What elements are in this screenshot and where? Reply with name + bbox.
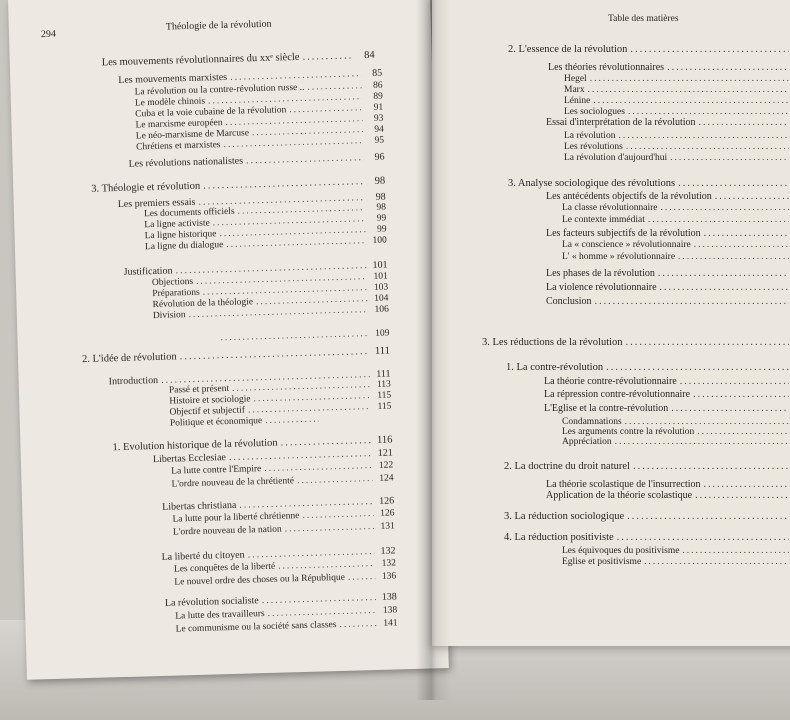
toc-entry-label: L'Eglise et la contre-révolution [544,403,669,414]
toc-entry-label: Les mouvements révolutionnaires du xxᵉ siècle [101,51,300,69]
toc-entry-label: Les équivoques du positivisme [562,546,680,556]
toc-entry [562,558,790,568]
toc-entry-page: 124 [379,473,394,484]
toc-entry-label: L' « homme » révolutionnaire [562,252,676,262]
toc-entry-label: 3. La réduction sociologique [504,511,625,522]
toc-entry-label: Politique et économique [169,416,263,429]
toc-entry-label: Chrétiens et marxistes [136,140,221,153]
toc-entry-label: La violence révolutionnaire [546,282,657,293]
toc-entry-page: 115 [377,401,392,412]
toc-entry-label: Les révolutions nationalistes [128,155,244,170]
dot-leader [633,462,789,473]
dot-leader [268,607,377,620]
toc-entry-label: Les conquêtes de la liberté [173,561,276,575]
toc-entry-page: 122 [378,460,394,471]
toc-entry [562,547,790,557]
toc-entry [129,153,385,170]
toc-entry-page: 121 [377,447,393,459]
toc-entry [171,474,393,490]
toc-entry-page: 96 [374,151,385,163]
toc-entry-label: Hegel [564,74,587,84]
toc-entry [546,269,790,279]
toc-entry-label: Libertas Ecclesiae [152,452,227,466]
left-page [8,0,449,680]
toc-entry [102,51,375,69]
toc-entry [504,462,790,473]
toc-entry [564,143,790,153]
toc-entry-label: 1. Evolution historique de la révolution [112,437,278,454]
toc-entry [546,192,790,202]
dot-leader [239,497,373,511]
dot-leader [180,347,370,363]
dot-leader [203,177,364,192]
toc-entry-label: L'ordre nouveau de la chrétienté [171,476,295,490]
dot-leader [615,438,789,448]
toc-entry [176,619,398,635]
dot-leader [678,253,789,263]
toc-entry-page: 106 [374,304,389,315]
toc-entry-label: Les révolutions [564,142,623,152]
toc-entry-page: 138 [381,591,397,603]
toc-entry-label: La « conscience » révolutionnaire [562,240,691,250]
dot-leader [671,404,789,414]
toc-entry-label: La ligne du dialogue [144,240,224,253]
dot-leader [682,547,789,557]
toc-entry-page: 132 [381,558,397,569]
toc-entry-label: Les sociologues [564,107,625,117]
toc-entry-label: Introduction [108,374,159,388]
toc-entry-label: Révolution de la théologie [152,297,254,311]
toc-entry-label: Les antécédents objectifs de la révolution [546,191,712,202]
toc-entry-label: La lutte des travailleurs [175,609,265,622]
toc-entry-page: 95 [374,135,385,146]
toc-entry-label: Libertas christiana [162,499,237,513]
dot-leader [699,118,789,128]
toc-entry [482,338,790,349]
toc-entry-label: Les mouvements marxistes [118,71,228,86]
dot-leader [247,547,374,561]
toc-entry [564,75,790,85]
toc-entry [546,229,790,239]
toc-entry-page: 98 [374,175,386,187]
toc-entry [546,480,790,490]
dot-leader [220,330,368,344]
toc-entry-page: 115 [377,390,392,401]
toc-entry-label: Les phases de la révolution [546,268,655,279]
dot-leader [694,241,789,251]
toc-entry [544,390,790,400]
toc-entry-label: La lutte pour la liberté chrétienne [172,511,300,525]
dot-leader [670,154,789,164]
toc-entry-page: 126 [378,495,395,507]
toc-entry-label: La liberté du citoyen [161,549,245,563]
toc-entry [562,241,790,251]
toc-entry-label: Les premiers essais [117,196,196,211]
toc-entry [546,491,790,501]
toc-entry-label: Passé et présent [168,383,230,396]
toc-entry-label: Condamnations [562,417,622,427]
page-number: 294 [40,28,57,41]
toc-entry [504,533,790,544]
toc-entry-label: Histoire et sociologie [169,394,251,407]
dot-leader [630,45,789,56]
toc-entry-label: Lénine [564,96,591,106]
dot-leader [661,204,790,214]
toc-entry-label: 1. La contre-révolution [506,362,604,373]
toc-entry-page: 141 [383,618,398,629]
toc-entry-page: 111 [374,345,391,357]
dot-leader [680,377,789,387]
toc-entry-label: 2. L'essence de la révolution [508,44,628,55]
dot-leader [697,428,789,438]
toc-entry-label: Préparations [152,287,200,300]
toc-entry [564,154,790,164]
dot-leader [618,132,789,142]
toc-entry-page: 131 [380,521,395,532]
toc-entry-page: 116 [376,434,393,446]
dot-leader [348,573,376,583]
dot-leader [264,462,372,475]
toc-entry-page: 126 [380,508,395,519]
dot-leader [704,229,789,239]
toc-entry [217,329,389,343]
toc-entry-label: Les arguments contre la révolution [562,427,695,437]
toc-entry-page: 101 [373,271,389,282]
toc-entry-label: Essai d'interprétation de la révolution [546,117,696,128]
running-title-right: Table des matières [608,14,679,24]
dot-leader [302,510,373,521]
toc-entry-label: Eglise et positivisme [562,557,642,567]
dot-leader [339,620,376,631]
dot-leader [278,560,375,572]
toc-entry-label: Marx [564,85,585,95]
toc-entry [548,63,790,73]
dot-leader [226,237,366,250]
running-title: Théologie de la révolution [165,18,272,33]
toc-entry [546,297,790,307]
dot-leader [648,216,789,226]
dot-leader [265,415,319,426]
toc-entry-label: Le communisme ou la société sans classes [175,620,337,635]
toc-entry-page: 138 [382,605,398,616]
toc-entry-label: La révolution ou la contre-révolution russe .. [134,82,305,98]
toc-entry [544,404,790,414]
dot-leader [289,104,362,116]
dot-leader [280,436,371,449]
toc-entry [564,132,790,142]
toc-entry-page: 103 [373,282,389,293]
toc-entry-page: 86 [372,80,383,91]
toc-entry-label: Les facteurs subjectifs de la révolution [546,228,701,239]
toc-entry-label: La lutte contre l'Empire [171,464,262,477]
toc-entry-page: 98 [375,191,386,203]
toc-entry-page: 84 [364,49,375,62]
toc-entry-label: Objections [151,276,194,289]
toc-entry-label: La révolution d'aujourd'hui [564,153,668,163]
toc-entry [546,118,790,128]
left-table-of-contents [8,0,449,680]
toc-entry-label: Les documents officiels [143,206,235,220]
dot-leader [644,558,789,568]
toc-entry-page: 101 [372,259,388,271]
toc-entry [544,377,790,387]
toc-entry [562,204,790,214]
toc-entry [508,179,790,190]
toc-entry-page: 91 [373,102,384,113]
dot-leader [302,51,353,63]
toc-entry-page: 113 [376,379,392,390]
dot-leader [229,449,372,463]
dot-leader [588,86,789,96]
dot-leader [695,491,789,501]
dot-leader [678,179,789,190]
toc-entry [562,216,790,226]
dot-leader [715,192,789,202]
toc-entry-label: Objectif et subjectif [169,405,246,418]
toc-entry-label: La théorie contre-révolutionnaire [544,376,677,387]
toc-entry-label: Le contexte immédiat [562,215,645,225]
right-table-of-contents [432,0,790,646]
toc-entry-page: 111 [376,368,391,380]
toc-entry [504,512,790,523]
toc-entry-label: Les théories révolutionnaires [548,62,665,73]
dot-leader [627,512,789,523]
toc-entry-page: 85 [372,67,383,79]
toc-entry [506,363,790,374]
toc-entry-label: Le néo-marxisme de Marcuse [135,128,250,142]
toc-entry-label: Application de la théorie scolastique [546,490,693,501]
toc-entry-label: La ligne activiste [144,218,210,231]
toc-entry [170,415,340,429]
toc-entry-page: 109 [375,328,390,339]
toc-entry-label: Appréciation [562,437,612,447]
toc-entry-page: 136 [381,571,397,582]
toc-entry-label: 3. Les réductions de la révolution [482,337,623,348]
toc-entry-page: 104 [374,293,389,304]
dot-leader [660,283,789,293]
toc-entry-label: 4. La réduction positiviste [504,532,614,543]
toc-entry-label: La révolution socialiste [164,595,259,609]
toc-entry-page: 94 [374,124,384,135]
toc-entry-label: 2. La doctrine du droit naturel [504,461,630,472]
toc-entry-label: La ligne historique [144,229,217,242]
toc-entry [564,97,790,107]
toc-entry-page: 98 [376,202,387,213]
toc-entry [173,522,395,538]
toc-entry-label: La révolution [564,131,616,141]
dot-leader [223,137,363,150]
dot-leader [262,593,376,606]
toc-entry-label: 3. Théologie et révolution [91,180,201,195]
toc-entry [508,45,790,56]
toc-entry [82,346,390,365]
dot-leader [704,480,789,490]
toc-entry-label: 3. Analyse sociologique des révolutions [508,178,676,189]
toc-entry-label: La théorie scolastique de l'insurrection [546,479,701,490]
dot-leader [590,75,789,85]
dot-leader [248,403,371,416]
toc-entry [564,86,790,96]
dot-leader [307,82,361,93]
toc-entry [91,177,385,196]
dot-leader [246,153,364,166]
dot-leader [606,363,789,374]
toc-entry-page: 93 [373,113,384,124]
toc-entry-page: 89 [373,91,383,102]
toc-entry-label: Cuba et la voie cubaine de la révolution [135,105,287,120]
toc-entry-label: La répression contre-révolutionnaire [544,389,691,400]
toc-entry-label: 2. L'idée de révolution [81,351,177,366]
toc-entry [174,572,396,588]
toc-entry-label: La classe révolutionnaire [562,203,658,213]
toc-entry-page: 100 [372,235,388,246]
dot-leader [617,533,789,544]
toc-entry-page [322,421,340,422]
dot-leader [285,523,374,535]
toc-entry-label: Division [152,310,186,322]
dot-leader [593,97,789,107]
dot-leader [626,338,789,349]
dot-leader [667,63,789,73]
toc-entry-page: 99 [376,224,387,235]
dot-leader [626,143,789,153]
toc-entry-page: 99 [376,213,387,224]
toc-entry-label: Conclusion [546,296,592,307]
toc-entry-label: Le modèle chinois [134,96,206,109]
toc-entry-label: Le marxisme européen [135,118,223,131]
dot-leader [658,269,789,279]
toc-entry-page: 132 [380,545,396,557]
toc-entry [546,283,790,293]
dot-leader [595,297,789,307]
toc-entry-label: Justification [123,265,173,278]
toc-entry [562,253,790,263]
dot-leader [297,475,373,487]
right-page [432,0,790,646]
toc-entry-label: Le nouvel ordre des choses ou la République [174,572,346,588]
dot-leader [693,390,789,400]
toc-entry-label: L'ordre nouveau de la nation [172,524,282,538]
toc-entry [562,438,790,448]
dot-leader [230,69,361,83]
